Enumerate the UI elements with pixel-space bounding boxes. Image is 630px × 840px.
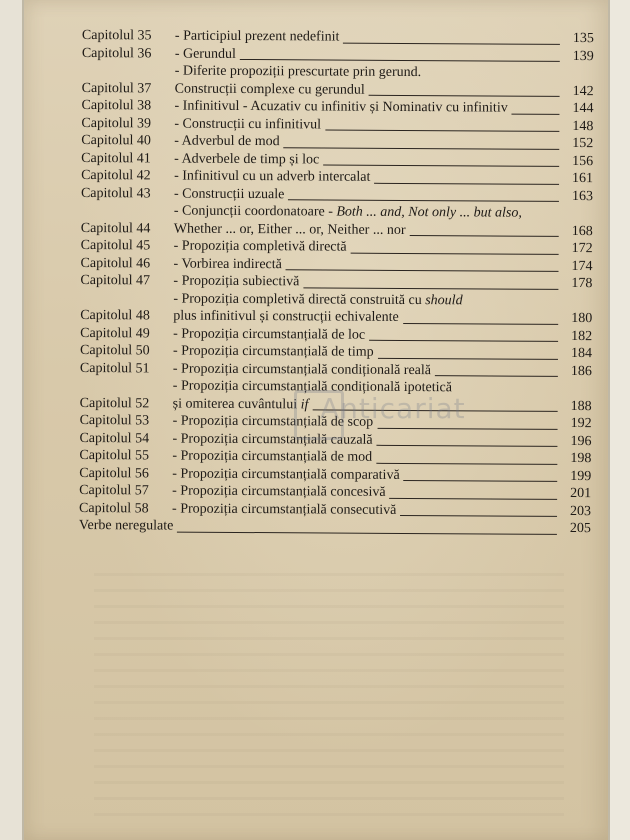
toc-entry [82,62,594,100]
chapter-number: Capitolul 56 [79,465,149,481]
table-of-contents [79,27,594,538]
title-line [79,517,591,538]
chapter-title-block [175,63,594,101]
chapter-number: Capitolul 51 [79,360,150,376]
page-number: 180 [571,310,593,327]
title-text: Whether ... or, Either ... or, Neither ... nor [173,221,406,238]
leader-line [325,129,559,131]
toc-entry [82,44,594,65]
title-text: - Propoziția circumstanțială de timp [172,343,374,360]
page-number: 135 [572,30,594,47]
page-number: 168 [571,223,593,239]
chapter-title [175,28,340,47]
chapter-number: Capitolul 50 [79,342,150,359]
title-text: - Propoziția circumstanțială condițională reală [172,361,432,378]
chapter-number: Capitolul 36 [81,45,152,61]
leader-line [177,531,557,534]
leader-line [403,322,558,324]
title-text: - Conjuncții coordonatoare - [173,203,337,220]
chapter-title [174,220,406,239]
page-number: 156 [572,153,594,169]
chapter-number: Capitolul 48 [80,307,150,324]
toc-entry [79,517,591,538]
leader-line [409,235,558,237]
chapter-title [173,343,374,362]
title-text: - Adverbul de mod [174,133,280,150]
leader-line [288,199,559,202]
chapter-number: Capitolul 52 [79,395,150,411]
title-text: - Propoziția circumstanțială de mod [172,448,373,465]
page-number: 199 [570,468,592,484]
chapter-number: Capitolul 42 [81,167,151,184]
page-number: 142 [572,83,594,99]
chapter-title [175,80,365,99]
chapter-number: Capitolul 41 [81,150,151,166]
page-number: 186 [570,363,592,379]
page-number: 192 [570,415,592,432]
title-text: - Propoziția circumstanțială cauzală [172,431,373,448]
chapter-title-block [79,517,591,538]
chapter-title [174,150,319,168]
page-number: 163 [571,188,594,204]
chapter-title [174,255,282,273]
chapter-title [174,168,370,187]
chapter-title [174,185,285,203]
title-text: plus infinitivul și construcții echivalente [173,308,399,325]
leader-line [303,287,558,290]
chapter-number: Capitolul 44 [80,220,151,236]
leader-line [351,252,559,254]
title-text: Construcții complexe cu gerundul [174,81,365,98]
book-page [24,0,608,840]
page-number: 172 [571,240,593,257]
chapter-number: Capitolul 43 [80,185,151,201]
leader-line [376,462,557,464]
toc-entry [81,202,593,240]
title-text: - Infinitivul cu un adverb intercalat [174,168,371,185]
leader-line [343,42,560,44]
page-number: 196 [570,433,592,449]
title-text: - Adverbele de timp și loc [174,151,320,167]
toc-entry [80,289,592,327]
chapter-number: Capitolul 47 [80,272,151,289]
title-text: - Propoziția circumstanțială de scop [172,413,374,430]
leader-line [369,340,558,342]
chapter-number: Capitolul 46 [80,255,151,271]
chapter-title-block [174,203,593,241]
chapter-number: Capitolul 40 [81,132,151,149]
title-text: - Propoziția circumstanțială concesivă [172,483,386,500]
italic-term: if [300,396,309,412]
chapter-title [173,308,399,327]
title-text: - Propoziția circumstanțială de loc [173,326,366,343]
chapter-title [174,98,507,118]
chapter-number: Capitolul 35 [81,27,152,44]
chapter-title [174,133,279,151]
title-text: - Propoziția circumstanțială comparativă [172,466,400,483]
chapter-title [173,395,309,413]
title-text: - Propoziția circumstanțială condițională ipotetică [172,378,452,396]
leader-line [323,164,559,166]
watermark-logo [294,390,466,450]
leader-line [378,357,558,359]
chapter-title [173,290,462,309]
chapter-title [174,203,522,223]
title-text: Verbe neregulate [78,517,174,534]
page-number: 188 [570,398,592,414]
title-text: - Construcții uzuale [173,186,285,202]
page-number: 203 [570,503,592,519]
page-number: 198 [570,450,592,467]
toc-entry [80,359,592,380]
title-text: - Propoziția subiectivă [173,273,300,290]
chapter-number: Capitolul 39 [81,115,152,131]
title-text: - Propoziția completivă directă [173,238,347,255]
leader-line [369,95,560,97]
title-text: - Gerundul [174,46,236,62]
chapter-number: Capitolul 58 [79,500,149,516]
leader-line [400,515,557,517]
chapter-number: Capitolul 54 [79,430,150,446]
title-text: - Propoziția circumstanțială consecutivă [172,501,397,518]
chapter-title [79,517,174,535]
italic-term: Both ... and, Not only ... but also, [336,204,522,221]
chapter-title [175,45,236,63]
title-text: și omiterea cuvântului [172,396,301,412]
chapter-title [172,465,400,484]
chapter-number: Capitolul 55 [79,447,150,464]
chapter-title [175,63,422,82]
bleed-through-text [94,560,564,820]
title-text: - Vorbirea indirectă [173,256,282,272]
page-number: 178 [571,275,593,292]
chapter-title [172,448,372,467]
title-text: - Diferite propoziții prescurtate prin gerund. [174,63,422,81]
chapter-number: Capitolul 37 [81,80,152,96]
italic-term: should [425,292,463,308]
title-text: - Propoziția completivă directă construită cu [173,291,426,308]
chapter-number: Capitolul 49 [80,325,150,341]
chapter-number: Capitolul 57 [79,482,149,499]
page-number: 152 [572,135,594,152]
watermark-text: Anticariat [320,392,466,425]
leader-line [284,147,560,150]
leader-line [374,182,559,184]
leader-line [404,480,558,482]
chapter-number: Capitolul 45 [80,237,151,254]
page-number: 174 [571,258,593,274]
leader-line [512,113,560,114]
chapter-number: Capitolul 38 [81,97,152,114]
chapter-title [173,273,299,291]
chapter-title [174,115,321,133]
leader-line [286,269,559,272]
title-text: - Participiul prezent nedefinit [174,28,340,45]
page-number: 201 [570,485,592,502]
toc-entry [81,184,593,205]
page-number: 184 [570,345,593,362]
page-number: 144 [572,100,594,117]
title-text: - Construcții cu infinitivul [174,116,322,132]
chapter-title [173,325,365,344]
chapter-title-block [173,290,592,328]
chapter-number: Capitolul 53 [79,412,150,429]
toc-entry [80,272,592,293]
leader-line [390,497,558,499]
title-text: - Infinitivul - Acuzativ cu infinitiv și Nominativ cu infinitiv [174,98,508,116]
page-number: 161 [572,170,594,187]
chapter-title [173,360,431,379]
chapter-title [172,483,386,502]
leader-line [240,59,560,62]
page-number: 205 [569,520,591,537]
page-number: 182 [571,328,593,344]
chapter-title [172,500,396,519]
leader-line [435,375,558,377]
chapter-title [174,238,347,257]
page-number: 148 [572,118,594,134]
page-number: 139 [572,48,594,64]
